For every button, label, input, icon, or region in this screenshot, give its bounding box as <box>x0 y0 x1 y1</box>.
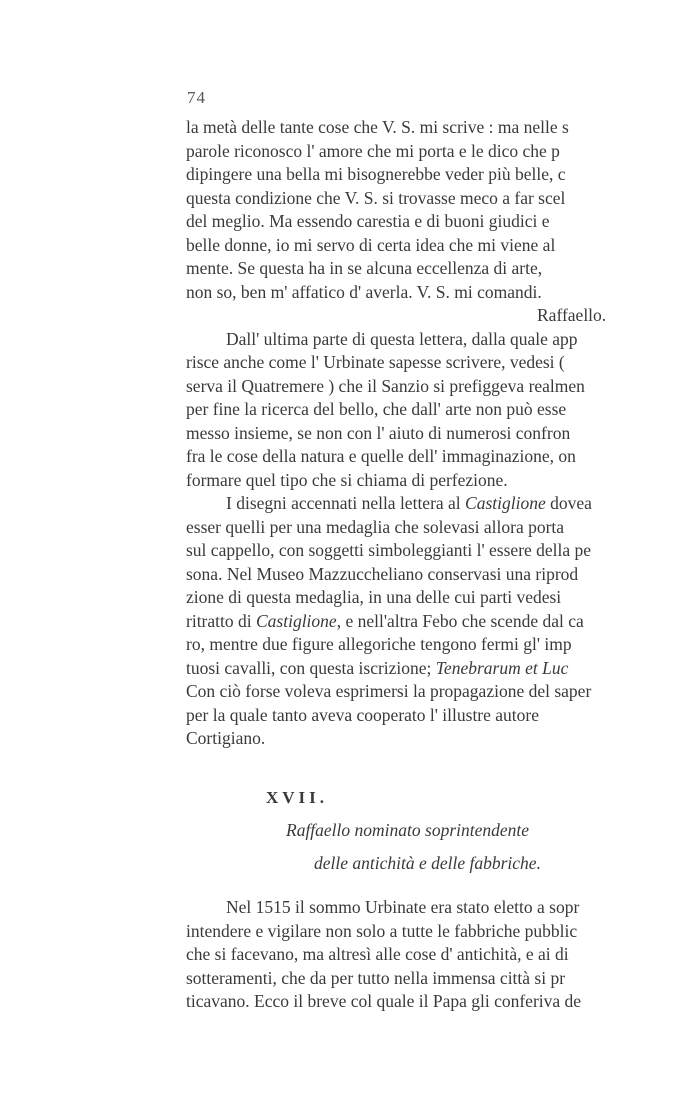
text-line: questa condizione che V. S. si trovasse meco a far scel <box>186 187 566 208</box>
text-line: formare quel tipo che si chiama di perfezione. <box>186 469 508 490</box>
section-subtitle-line-1: Raffaello nominato soprintendente <box>286 820 530 840</box>
text-line: del meglio. Ma essendo carestia e di buoni giudici e <box>186 211 550 231</box>
text-line: Cortigiano. <box>186 728 266 748</box>
text-line: per la quale tanto aveva cooperato l' illustre autore <box>186 704 539 725</box>
text-line: Dall' ultima parte di questa lettera, dalla quale app <box>226 328 578 349</box>
text-line: intendere e vigilare non solo a tutte le fabbriche pubblic <box>186 920 578 941</box>
text-line: serva il Quatremere ) che il Sanzio si prefiggeva realmen <box>186 375 585 396</box>
text-line <box>186 657 700 681</box>
text-line: Nel 1515 il sommo Urbinate era stato eletto a sopr <box>226 897 580 917</box>
italic-inscription: Tenebrarum et Luc <box>435 657 569 678</box>
text-fragment: ritratto di <box>186 610 256 631</box>
text-line: risce anche come l' Urbinate sapesse scrivere, vedesi ( <box>186 352 565 372</box>
text-line: zione di questa medaglia, in una delle cui parti vedesi <box>186 587 562 607</box>
text-line <box>186 610 700 634</box>
text-line: esser quelli per una medaglia che solevasi allora porta <box>186 516 565 537</box>
text-line <box>186 492 700 516</box>
text-fragment: , e nell'altra Febo che scende dal ca <box>336 610 584 631</box>
text-line: ro, mentre due figure allegoriche tengono fermi gl' imp <box>186 634 572 654</box>
text-line: Con ciò forse voleva esprimersi la propagazione del saper <box>186 681 592 701</box>
text-fragment: I disegni accennati nella lettera al <box>226 493 466 513</box>
text-line: messo insieme, se non con l' aiuto di numerosi confron <box>186 422 571 443</box>
text-line: dipingere una bella mi bisognerebbe veder più belle, c <box>186 164 566 184</box>
text-line: che si facevano, ma altresì alle cose d' antichità, e ai di <box>186 944 569 964</box>
letter-text <box>186 116 700 751</box>
section-text <box>186 896 700 1014</box>
italic-name: Castiglione <box>255 610 337 631</box>
text-line: la metà delle tante cose che V. S. mi scrive : ma nelle s <box>186 117 569 137</box>
letter-signature: Raffaello. <box>537 305 607 325</box>
text-line: non so, ben m' affatico d' averla. V. S. mi comandi. <box>186 281 542 302</box>
text-line: belle donne, io mi servo di certa idea che mi viene al <box>186 234 556 255</box>
text-line: parole riconosco l' amore che mi porta e le dico che p <box>186 140 560 161</box>
section-subtitle-line-2: delle antichità e delle fabbriche. <box>314 853 541 873</box>
text-line: sona. Nel Museo Mazzuccheliano conservasi una riprod <box>186 563 579 584</box>
text-line: mente. Se questa ha in se alcuna eccellenza di arte, <box>186 258 543 278</box>
text-fragment: dovea <box>545 493 592 513</box>
text-fragment: tuosi cavalli, con questa iscrizione; <box>186 657 436 678</box>
text-line: sotteramenti, che da per tutto nella immensa città si pr <box>186 967 566 988</box>
page-number: 74 <box>187 88 206 107</box>
text-line: sul cappello, con soggetti simboleggianti l' essere della pe <box>186 540 592 560</box>
text-line: fra le cose della natura e quelle dell' immaginazione, on <box>186 446 576 466</box>
text-line: ticavano. Ecco il breve col quale il Papa gli conferiva de <box>186 991 582 1011</box>
section-number: XVII. <box>266 788 329 807</box>
text-line: per fine la ricerca del bello, che dall' arte non può esse <box>186 399 567 419</box>
italic-name: Castiglione <box>465 493 546 513</box>
